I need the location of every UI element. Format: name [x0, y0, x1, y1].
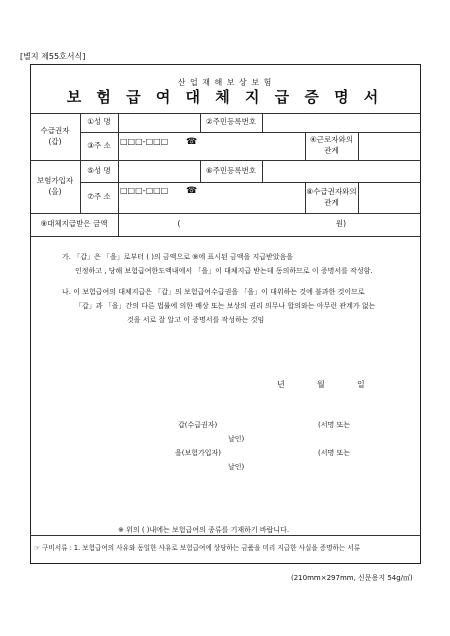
table-bottom-line: [30, 236, 421, 237]
recipient-address-postcode[interactable]: □□□-□□□: [120, 137, 169, 147]
insured-address-postcode[interactable]: □□□-□□□: [120, 186, 169, 196]
amount-field[interactable]: [186, 213, 326, 236]
insured-address-label: ⑦주 소: [87, 192, 111, 202]
date-month-label: 월: [317, 380, 325, 389]
amount-label-divider: [118, 213, 119, 236]
recipient-sign-note-line1: (서명 또는: [318, 421, 351, 429]
recipient-relation-label: ④근로자와의 관계: [310, 135, 353, 155]
recipient-id-label: ②주민등록번호: [205, 117, 257, 127]
recipient-relation-field[interactable]: [358, 132, 421, 160]
phone-icon: ☎: [186, 137, 198, 147]
recipient-sign-note-line2: 날인): [228, 435, 245, 443]
date-day-label: 일: [357, 380, 365, 389]
insured-name-label: ⑤성 명: [87, 165, 111, 175]
insured-section-label: 보험가입자 (을): [36, 175, 74, 196]
insured-id-label: ⑥주민등록번호: [205, 165, 257, 175]
recipient-signature-label: 갑(수급권자): [178, 421, 218, 429]
insured-sign-note-line1: (서명 또는: [318, 449, 351, 457]
date-year-label: 년: [277, 380, 285, 389]
insured-relation-field[interactable]: [358, 182, 421, 213]
recipient-section-label: 수급권자 (갑): [40, 125, 70, 146]
insured-signature-label: 을(보험가입자): [175, 449, 222, 457]
required-documents: ☞ 구비서류 : 1. 보험급여의 사유와 동일한 사유로 보험급여에 상당하는 금품을 미리 지급한 사실을 증명하는 서류: [34, 544, 361, 552]
paper-spec: (210mm×297mm, 신문용지 54g/㎡): [291, 574, 413, 582]
paragraph-na-line3: 것을 서로 잘 알고 이 증명서를 작성하는 것임: [127, 316, 265, 324]
form-title: 보 험 급 여 대 체 지 급 증 명 서: [66, 88, 384, 106]
recipient-id-field[interactable]: [262, 113, 421, 132]
insured-name-field[interactable]: [118, 160, 200, 182]
recipient-name-field[interactable]: [118, 113, 200, 132]
benefit-type-note: ※ 위의 ( )내에는 보험급여의 종류를 기재하기 바랍니다.: [118, 526, 290, 534]
amount-unit: 원): [335, 219, 347, 229]
phone-icon: ☎: [186, 186, 198, 196]
paragraph-na-line2: 「갑」과 「을」간의 다른 법률에 의한 배상 또는 보상의 권리 의무나 합의와는 아무런 관계가 없는: [75, 302, 376, 310]
paragraph-ga-line2: 인정하고 , 당해 보험급여한도액내에서 「을」이 대체지급 받는데 동의하므로 이 증명서를 작성함.: [75, 267, 373, 275]
attachment-top-line: [30, 535, 421, 536]
amount-open-paren: (: [177, 219, 181, 229]
insured-sign-note-line2: 날인): [228, 463, 245, 471]
paragraph-na-line1: 나. 이 보험급여의 대체지급은 「갑」의 보험급여수급권을 「을」이 대위하는 것에 불과한 것이므로: [62, 288, 365, 296]
paragraph-ga-line1: 가. 「갑」은 「을」로부터 ( )의 금액으로 ⑨에 표시된 금액을 지급받았음을: [62, 253, 294, 261]
recipient-address-label: ③주 소: [87, 140, 111, 150]
recipient-name-label: ①성 명: [87, 117, 111, 127]
amount-label: ⑨대체지급받은 금액: [40, 219, 108, 229]
form-number: [별지 제55호서식]: [20, 52, 86, 61]
form-subtitle: 산 업 재 해 보 상 보 험: [177, 78, 273, 87]
insured-relation-label: ⑧수급권자와의 관계: [306, 186, 357, 207]
insured-id-field[interactable]: [262, 160, 421, 182]
